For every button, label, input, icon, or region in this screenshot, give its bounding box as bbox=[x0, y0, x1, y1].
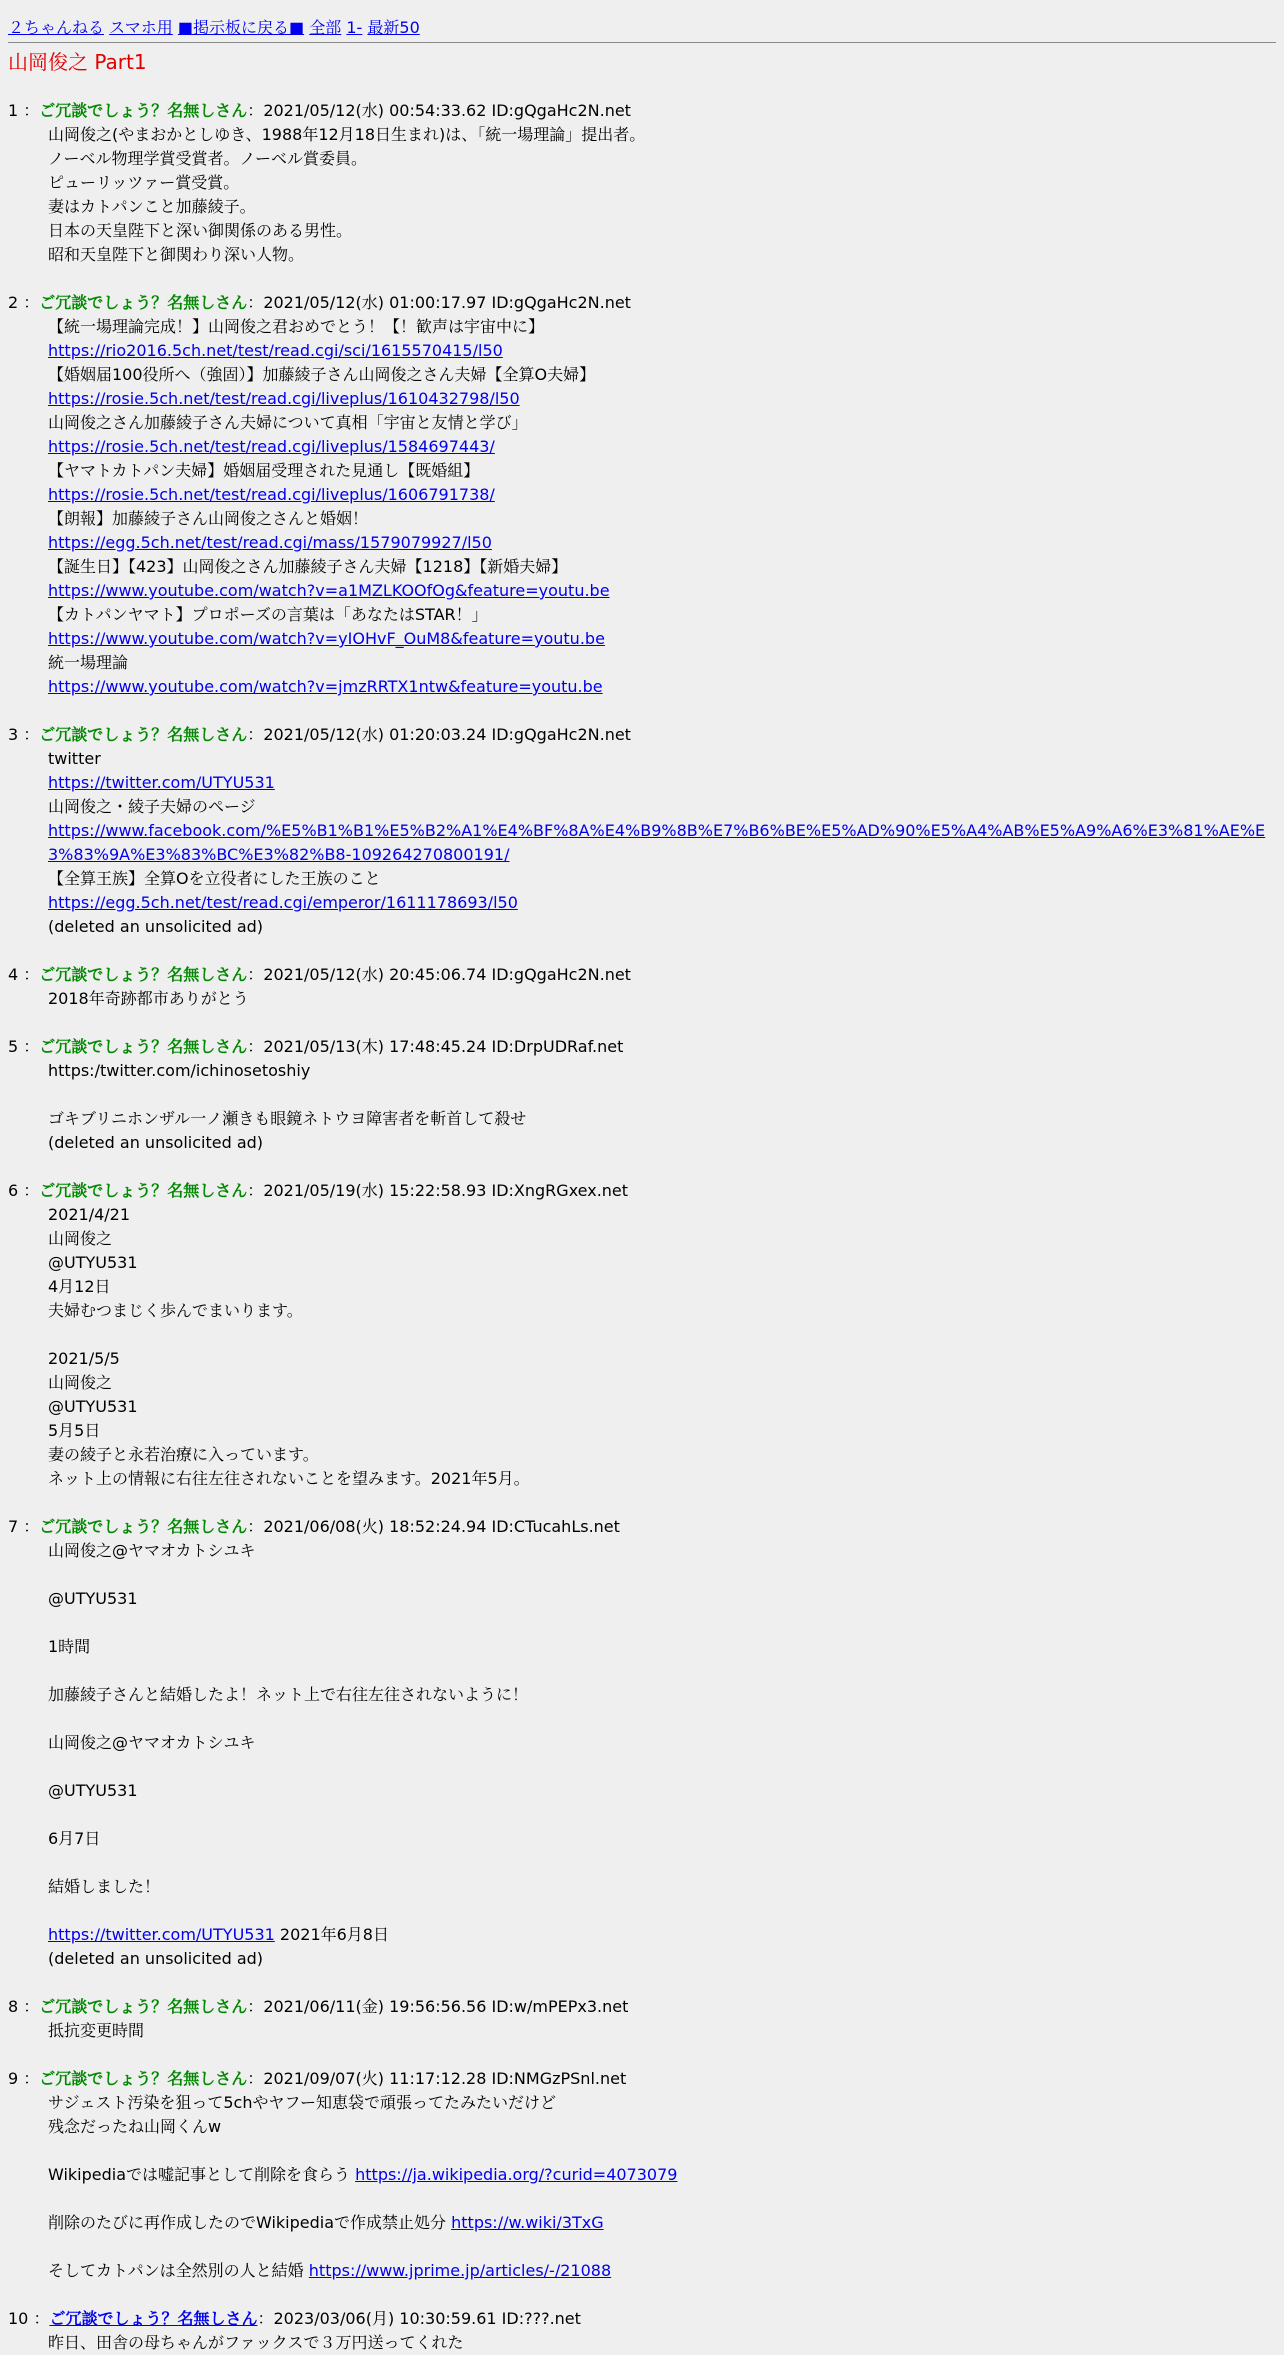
post-number: 2 bbox=[8, 293, 19, 312]
post-number: 3 bbox=[8, 725, 19, 744]
post-text: 日本の天皇陛下と深い御関係のある男性。 bbox=[48, 221, 353, 240]
post-body bbox=[48, 987, 1276, 1011]
post bbox=[8, 1515, 1276, 1971]
post-line bbox=[48, 459, 1276, 483]
post-text: Wikipediaでは嘘記事として削除を食らう bbox=[48, 2165, 356, 2184]
post-body bbox=[48, 1203, 1276, 1491]
post-text: 【朗報】加藤綾子さん山岡俊之さんと婚姻！ bbox=[48, 509, 369, 528]
post-header: 4 ：ご冗談でしょう？名無しさん：2021/05/12(水) 20:45:06.74 ID:gQgaHc2N.net bbox=[8, 965, 631, 984]
post bbox=[8, 2307, 1276, 2355]
post bbox=[8, 963, 1276, 1011]
post-line bbox=[48, 579, 1276, 603]
post-line bbox=[48, 2115, 1276, 2139]
post-header: 2 ：ご冗談でしょう？名無しさん：2021/05/12(水) 01:00:17.97 ID:gQgaHc2N.net bbox=[8, 293, 631, 312]
post-text: 妻はカトパンこと加藤綾子。 bbox=[48, 197, 256, 216]
post-text: ネット上の情報に右往左往されないことを望みます。2021年5月。 bbox=[48, 1469, 530, 1488]
post-line bbox=[48, 1731, 1276, 1755]
post-text: 【カトパンヤマト】プロポーズの言葉は「あなたはSTAR！」 bbox=[48, 605, 488, 624]
post-text: (deleted an unsolicited ad) bbox=[48, 917, 264, 936]
post-header: 1 ：ご冗談でしょう？名無しさん：2021/05/12(水) 00:54:33.62 ID:gQgaHc2N.net bbox=[8, 101, 631, 120]
post-number: 5 bbox=[8, 1037, 19, 1056]
post-text: 昭和天皇陛下と御関わり深い人物。 bbox=[48, 245, 305, 264]
post-line bbox=[48, 483, 1276, 507]
post-line bbox=[48, 1659, 1276, 1683]
post-line bbox=[48, 1323, 1276, 1347]
post-line bbox=[48, 1539, 1276, 1563]
post-line bbox=[48, 1611, 1276, 1635]
post-line bbox=[48, 1299, 1276, 1323]
post-line bbox=[48, 2091, 1276, 2115]
nav-mobile-link[interactable]: スマホ用 bbox=[109, 18, 173, 37]
post-date-id: 2021/05/19(水) 15:22:58.93 ID:XngRGxex.net bbox=[263, 1181, 629, 1200]
post-text: 山岡俊之 bbox=[48, 1373, 113, 1392]
post-link[interactable]: https://twitter.com/UTYU531 bbox=[48, 1925, 275, 1944]
post-line bbox=[48, 1083, 1276, 1107]
post-line bbox=[48, 531, 1276, 555]
post-line bbox=[48, 2163, 1276, 2187]
post-line bbox=[48, 315, 1276, 339]
post-text: (deleted an unsolicited ad) bbox=[48, 1949, 264, 1968]
post-header: 7 ：ご冗談でしょう？名無しさん：2021/06/08(火) 18:52:24.94 ID:CTucahLs.net bbox=[8, 1517, 620, 1536]
post-line bbox=[48, 1203, 1276, 1227]
post-link[interactable]: https://rosie.5ch.net/test/read.cgi/liveplus/1610432798/l50 bbox=[48, 389, 520, 408]
poster-name: ご冗談でしょう？名無しさん bbox=[39, 293, 248, 312]
post-header: 9 ：ご冗談でしょう？名無しさん：2021/09/07(火) 11:17:12.28 ID:NMGzPSnl.net bbox=[8, 2069, 627, 2088]
post-text: そしてカトパンは全然別の人と結婚 bbox=[48, 2261, 309, 2280]
post-link[interactable]: https://www.youtube.com/watch?v=jmzRRTX1ntw&feature=youtu.be bbox=[48, 677, 603, 696]
post-line bbox=[48, 2187, 1276, 2211]
post bbox=[8, 1035, 1276, 1155]
post-line bbox=[48, 2211, 1276, 2235]
post-line bbox=[48, 435, 1276, 459]
post-text: 山岡俊之さん加藤綾子さん夫婦について真相「宇宙と友情と学び」 bbox=[48, 413, 528, 432]
post-text: 抵抗変更時間 bbox=[48, 2021, 145, 2040]
post-header: 8 ：ご冗談でしょう？名無しさん：2021/06/11(金) 19:56:56.56 ID:w/mPEPx3.net bbox=[8, 1997, 629, 2016]
poster-name: ご冗談でしょう？名無しさん bbox=[39, 1517, 248, 1536]
post-line bbox=[48, 2259, 1276, 2283]
post-header: 3 ：ご冗談でしょう？名無しさん：2021/05/12(水) 01:20:03.24 ID:gQgaHc2N.net bbox=[8, 725, 631, 744]
post-date-id: 2021/05/12(水) 00:54:33.62 ID:gQgaHc2N.net bbox=[263, 101, 631, 120]
post-date-id: 2021/05/12(水) 01:00:17.97 ID:gQgaHc2N.net bbox=[263, 293, 631, 312]
post bbox=[8, 291, 1276, 699]
post-body bbox=[48, 123, 1276, 267]
post-text: 残念だったね山岡くんw bbox=[48, 2117, 222, 2136]
post-text: (deleted an unsolicited ad) bbox=[48, 1133, 264, 1152]
poster-name: ご冗談でしょう？名無しさん bbox=[39, 1997, 248, 2016]
post-line bbox=[48, 2235, 1276, 2259]
post-line bbox=[48, 1467, 1276, 1491]
post-line bbox=[48, 243, 1276, 267]
post-link[interactable]: https://egg.5ch.net/test/read.cgi/mass/1579079927/l50 bbox=[48, 533, 492, 552]
post-text: @UTYU531 bbox=[48, 1397, 138, 1416]
post-line bbox=[48, 507, 1276, 531]
post-date-id: 2021/06/08(火) 18:52:24.94 ID:CTucahLs.net bbox=[263, 1517, 620, 1536]
post-text: 1時間 bbox=[48, 1637, 91, 1656]
post-text: ゴキブリニホンザル一ノ瀬きも眼鏡ネトウヨ障害者を斬首して殺せ bbox=[48, 1109, 527, 1128]
post-date-id: 2021/05/13(木) 17:48:45.24 ID:DrpUDRaf.net bbox=[263, 1037, 624, 1056]
post-text: 夫婦むつまじく歩んでまいります。 bbox=[48, 1301, 303, 1320]
post-line bbox=[48, 339, 1276, 363]
post-line bbox=[48, 1947, 1276, 1971]
post-line bbox=[48, 411, 1276, 435]
post-line bbox=[48, 891, 1276, 915]
post-text: 【誕生日】【423】山岡俊之さん加藤綾子さん夫婦【1218】【新婚夫婦】 bbox=[48, 557, 568, 576]
post-text: 2018年奇跡都市ありがとう bbox=[48, 989, 249, 1008]
post-text: 結婚しました！ bbox=[48, 1877, 161, 1896]
post-text: 妻の綾子と永若治療に入っています。 bbox=[48, 1445, 319, 1464]
post-link[interactable]: https://rio2016.5ch.net/test/read.cgi/sci/1615570415/l50 bbox=[48, 341, 503, 360]
post-line bbox=[48, 195, 1276, 219]
post-line bbox=[48, 1923, 1276, 1947]
post-line bbox=[48, 1875, 1276, 1899]
post-text: @UTYU531 bbox=[48, 1253, 138, 1272]
post-line bbox=[48, 1347, 1276, 1371]
post-text: 2021年6月8日 bbox=[274, 1925, 389, 1944]
post-text: 【全算王族】全算Oを立役者にした王族のこと bbox=[48, 869, 381, 888]
post-line bbox=[48, 363, 1276, 387]
post-text: 6月7日 bbox=[48, 1829, 101, 1848]
post-number: 8 bbox=[8, 1997, 19, 2016]
post-date-id: 2021/05/12(水) 20:45:06.74 ID:gQgaHc2N.net bbox=[263, 965, 631, 984]
post-body bbox=[48, 2331, 1276, 2355]
post-line bbox=[48, 123, 1276, 147]
poster-name: ご冗談でしょう？名無しさん bbox=[39, 725, 248, 744]
post-line bbox=[48, 819, 1276, 867]
post-line bbox=[48, 171, 1276, 195]
post bbox=[8, 723, 1276, 939]
nav-site-link[interactable]: ２ちゃんねる bbox=[8, 18, 105, 37]
poster-name: ご冗談でしょう？名無しさん bbox=[39, 101, 248, 120]
post-link[interactable]: https://www.youtube.com/watch?v=a1MZLKOOfOg&feature=youtu.be bbox=[48, 581, 610, 600]
post-text: 山岡俊之・綾子夫婦のページ bbox=[48, 797, 256, 816]
post-line bbox=[48, 1899, 1276, 1923]
post-text: 昨日、田舎の母ちゃんがファックスで３万円送ってくれた bbox=[48, 2333, 464, 2352]
post-text: @UTYU531 bbox=[48, 1589, 138, 1608]
post-text: 【ヤマトカトパン夫婦】婚姻届受理された見通し【既婚組】 bbox=[48, 461, 480, 480]
post-text: https:/twitter.com/ichinosetoshiy bbox=[48, 1061, 311, 1080]
post-body bbox=[48, 1539, 1276, 1971]
post-text: ピューリッツァー賞受賞。 bbox=[48, 173, 240, 192]
post bbox=[8, 99, 1276, 267]
post-link[interactable]: https://www.facebook.com/%E5%B1%B1%E5%B2%A1%E4%BF%8A%E4%B9%8B%E7%B6%BE%E5%AD%90%E5%A4%AB%E5%A9%A6%E3%81%AE%E3%83%9A%E3%83%BC%E3%82%B8-109264270800191/ bbox=[48, 821, 1266, 864]
post-line bbox=[48, 1419, 1276, 1443]
post-date-id: 2023/03/06(月) 10:30:59.61 ID:???.net bbox=[273, 2309, 581, 2328]
post-text: 山岡俊之(やまおかとしゆき、1988年12月18日生まれ)は、「統一場理論」提出者。 bbox=[48, 125, 646, 144]
post-body bbox=[48, 315, 1276, 699]
post-text: 山岡俊之@ヤマオカトシユキ bbox=[48, 1733, 256, 1752]
post-line bbox=[48, 603, 1276, 627]
post-line bbox=[48, 627, 1276, 651]
post-line bbox=[48, 771, 1276, 795]
poster-name: ご冗談でしょう？名無しさん bbox=[39, 1181, 248, 1200]
post-line bbox=[48, 675, 1276, 699]
post-line bbox=[48, 2019, 1276, 2043]
post-line bbox=[48, 1587, 1276, 1611]
post-link[interactable]: https://egg.5ch.net/test/read.cgi/emperor/1611178693/l50 bbox=[48, 893, 518, 912]
nav-back-link[interactable]: ■掲示板に戻る■ bbox=[177, 18, 305, 37]
post-text: ノーベル物理学賞受賞者。ノーベル賞委員。 bbox=[48, 149, 368, 168]
post-link[interactable]: https://ja.wikipedia.org/?curid=4073079 bbox=[355, 2165, 678, 2184]
post-line bbox=[48, 147, 1276, 171]
post-date-id: 2021/09/07(火) 11:17:12.28 ID:NMGzPSnl.net bbox=[263, 2069, 627, 2088]
post-line bbox=[48, 1131, 1276, 1155]
post-number: 1 bbox=[8, 101, 19, 120]
post-link[interactable]: https://rosie.5ch.net/test/read.cgi/liveplus/1584697443/ bbox=[48, 437, 495, 456]
poster-name: ご冗談でしょう？名無しさん bbox=[39, 965, 248, 984]
post-text: 加藤綾子さんと結婚したよ！ネット上で右往左往されないように！ bbox=[48, 1685, 529, 1704]
post-text: @UTYU531 bbox=[48, 1781, 138, 1800]
thread-title: 山岡俊之 Part1 bbox=[8, 50, 147, 74]
post-number: 6 bbox=[8, 1181, 19, 1200]
poster-name: ご冗談でしょう？名無しさん bbox=[39, 1037, 248, 1056]
post-number: 4 bbox=[8, 965, 19, 984]
post-line bbox=[48, 1059, 1276, 1083]
post-text: 2021/4/21 bbox=[48, 1205, 131, 1224]
post-header: 10 ：ご冗談でしょう？名無しさん：2023/03/06(月) 10:30:59.61 ID:???.net bbox=[8, 2309, 581, 2328]
nav-latest-link[interactable]: 最新50 bbox=[367, 18, 420, 37]
post bbox=[8, 1995, 1276, 2043]
post-text: 5月5日 bbox=[48, 1421, 101, 1440]
post-line bbox=[48, 987, 1276, 1011]
post-line bbox=[48, 1827, 1276, 1851]
nav-all-link[interactable]: 全部 bbox=[309, 18, 342, 37]
post bbox=[8, 2067, 1276, 2283]
post-text: 削除のたびに再作成したのでWikipediaで作成禁止処分 bbox=[48, 2213, 452, 2232]
post-date-id: 2021/06/11(金) 19:56:56.56 ID:w/mPEPx3.net bbox=[263, 1997, 629, 2016]
post-line bbox=[48, 555, 1276, 579]
post-line bbox=[48, 2139, 1276, 2163]
post-header: 6 ：ご冗談でしょう？名無しさん：2021/05/19(水) 15:22:58.93 ID:XngRGxex.net bbox=[8, 1181, 629, 1200]
post-link[interactable]: https://www.youtube.com/watch?v=yIOHvF_OuM8&feature=youtu.be bbox=[48, 629, 605, 648]
post-line bbox=[48, 1635, 1276, 1659]
post-link[interactable]: https://w.wiki/3TxG bbox=[451, 2213, 604, 2232]
post-link[interactable]: https://rosie.5ch.net/test/read.cgi/liveplus/1606791738/ bbox=[48, 485, 495, 504]
divider bbox=[8, 42, 1276, 43]
post-line bbox=[48, 2331, 1276, 2355]
poster-name[interactable]: ご冗談でしょう？名無しさん bbox=[49, 2309, 258, 2328]
post-line bbox=[48, 1227, 1276, 1251]
post-text: 4月12日 bbox=[48, 1277, 111, 1296]
post-line bbox=[48, 1755, 1276, 1779]
post-text: 【婚姻届100役所へ（強固）】加藤綾子さん山岡俊之さん夫婦【全算O夫婦】 bbox=[48, 365, 596, 384]
post-list bbox=[8, 99, 1276, 2355]
post-text: 統一場理論 bbox=[48, 653, 129, 672]
post-text: 2021/5/5 bbox=[48, 1349, 120, 1368]
nav-first-link[interactable]: 1- bbox=[346, 18, 363, 37]
post-header: 5 ：ご冗談でしょう？名無しさん：2021/05/13(木) 17:48:45.24 ID:DrpUDRaf.net bbox=[8, 1037, 624, 1056]
post-text: 【統一場理論完成！】山岡俊之君おめでとう！【！歓声は宇宙中に】 bbox=[48, 317, 545, 336]
post-line bbox=[48, 1395, 1276, 1419]
post-line bbox=[48, 1563, 1276, 1587]
post bbox=[8, 1179, 1276, 1491]
post-line bbox=[48, 219, 1276, 243]
post-body bbox=[48, 2091, 1276, 2283]
post-body bbox=[48, 2019, 1276, 2043]
post-line bbox=[48, 747, 1276, 771]
post-line bbox=[48, 915, 1276, 939]
post-line bbox=[48, 1443, 1276, 1467]
post-date-id: 2021/05/12(水) 01:20:03.24 ID:gQgaHc2N.net bbox=[263, 725, 631, 744]
post-body bbox=[48, 1059, 1276, 1155]
poster-name: ご冗談でしょう？名無しさん bbox=[39, 2069, 248, 2088]
post-text: サジェスト汚染を狙って5chやヤフー知恵袋で頑張ってたみたいだけど bbox=[48, 2093, 556, 2112]
post-text: 山岡俊之@ヤマオカトシユキ bbox=[48, 1541, 256, 1560]
post-line bbox=[48, 795, 1276, 819]
post-link[interactable]: https://www.jprime.jp/articles/-/21088 bbox=[308, 2261, 612, 2280]
post-line bbox=[48, 651, 1276, 675]
post-number: 7 bbox=[8, 1517, 19, 1536]
post-line bbox=[48, 1851, 1276, 1875]
top-nav bbox=[8, 16, 1276, 40]
post-number: 9 bbox=[8, 2069, 19, 2088]
post-line bbox=[48, 1251, 1276, 1275]
post-line bbox=[48, 1275, 1276, 1299]
post-text: twitter bbox=[48, 749, 101, 768]
post-line bbox=[48, 1707, 1276, 1731]
post-number: 10 bbox=[8, 2309, 29, 2328]
post-link[interactable]: https://twitter.com/UTYU531 bbox=[48, 773, 275, 792]
post-line bbox=[48, 867, 1276, 891]
post-line bbox=[48, 1683, 1276, 1707]
post-line bbox=[48, 1371, 1276, 1395]
post-line bbox=[48, 1779, 1276, 1803]
post-text: 山岡俊之 bbox=[48, 1229, 113, 1248]
post-body bbox=[48, 747, 1276, 939]
post-line bbox=[48, 1107, 1276, 1131]
post-line bbox=[48, 1803, 1276, 1827]
post-line bbox=[48, 387, 1276, 411]
